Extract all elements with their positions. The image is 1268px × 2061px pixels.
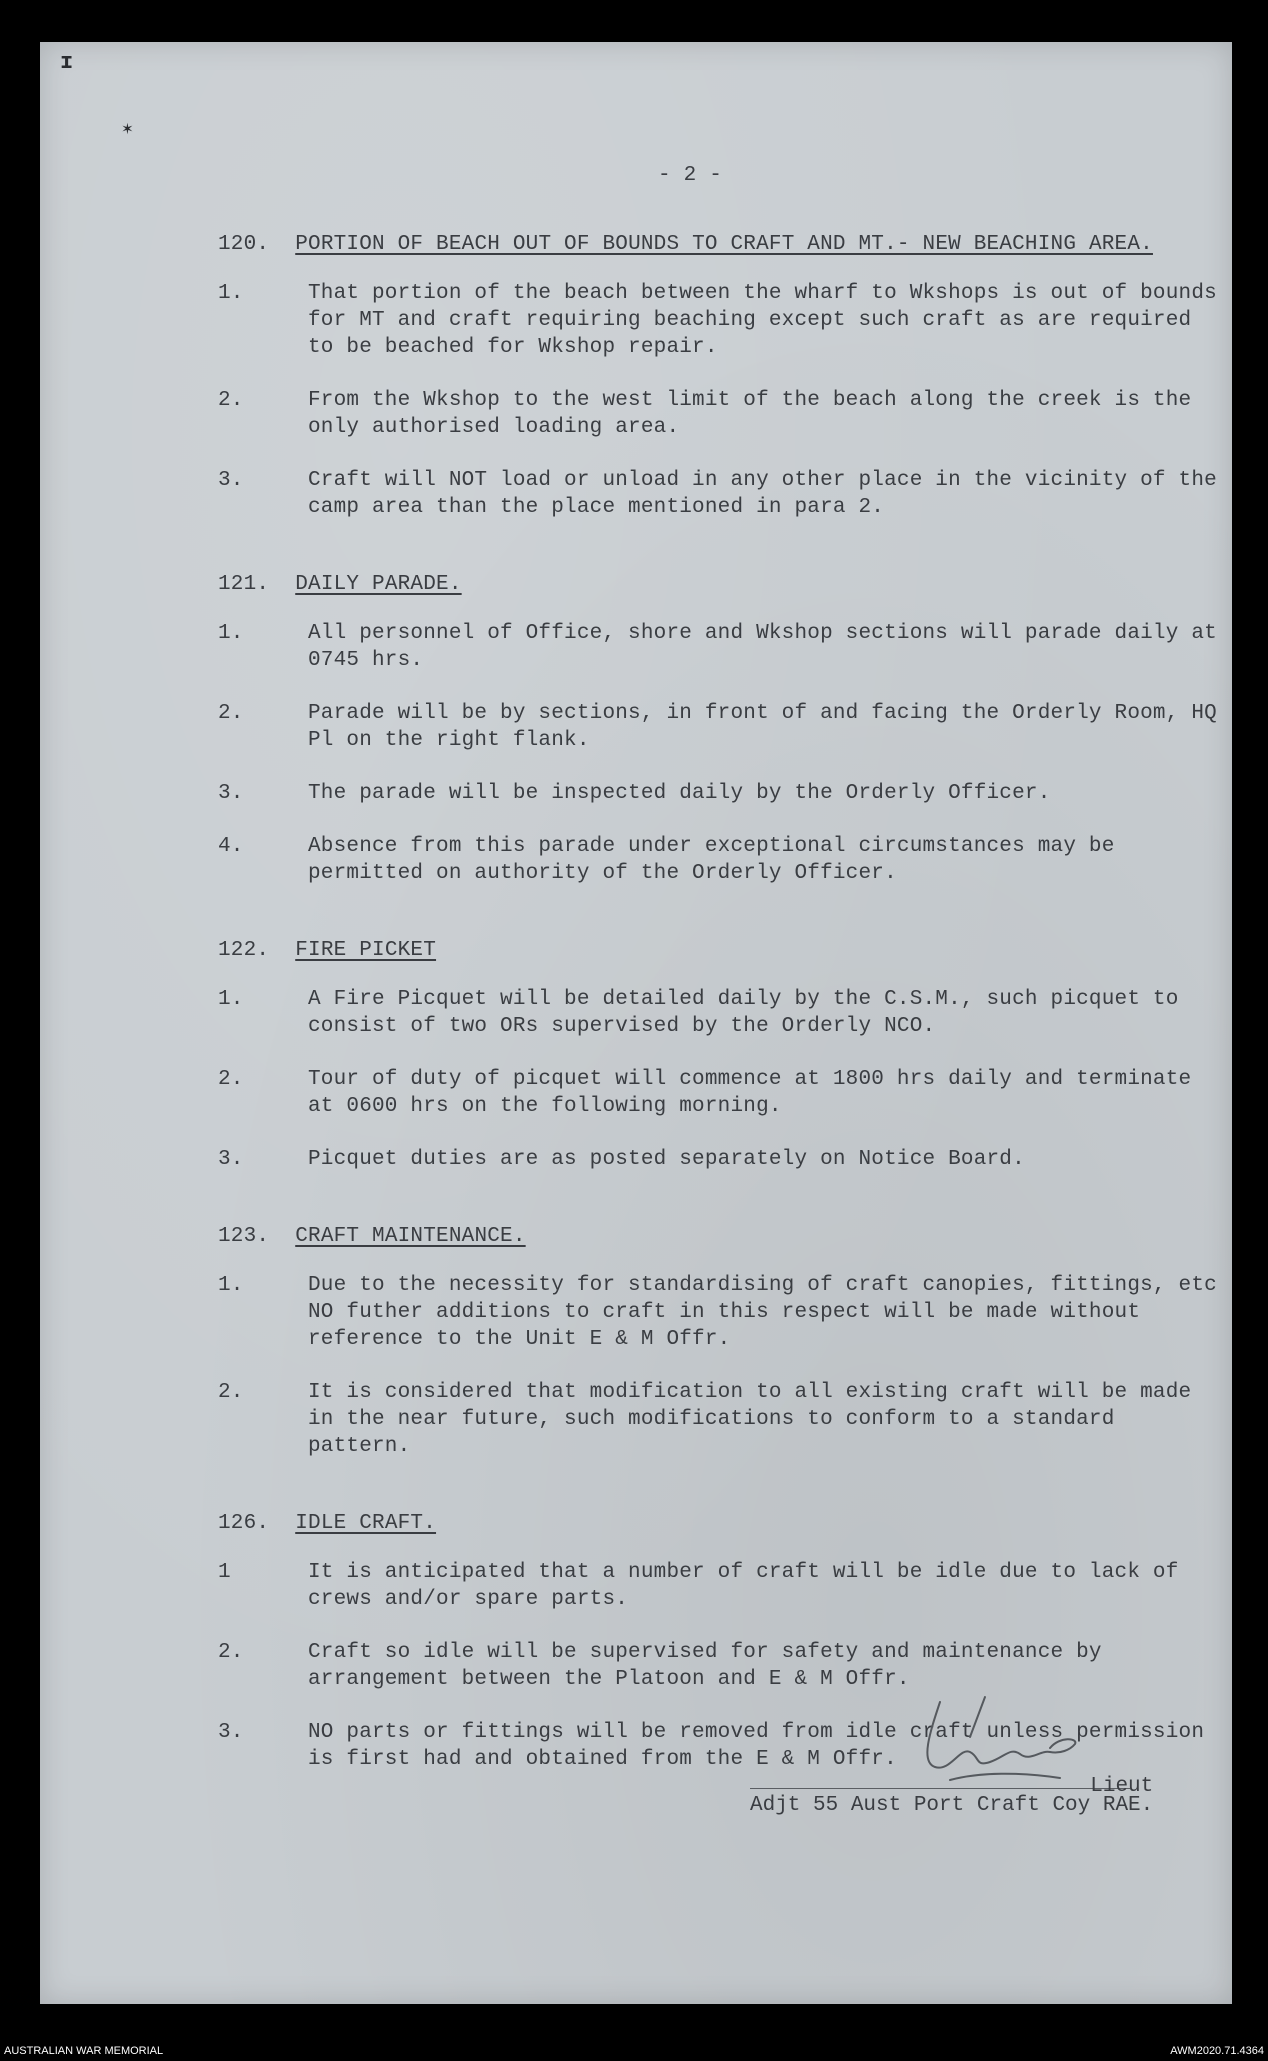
paragraph-text: All personnel of Office, shore and Wkshop sections will parade daily at 0745 hrs. bbox=[308, 622, 1217, 672]
punch-mark: ✶ bbox=[122, 120, 133, 140]
footer-archive-name: AUSTRALIAN WAR MEMORIAL bbox=[4, 2045, 164, 2057]
section-title: IDLE CRAFT. bbox=[295, 1512, 437, 1535]
punch-mark: ɪ bbox=[60, 50, 74, 75]
paragraph-text: NO parts or fittings will be removed from idle craft unless permission is first had and obtained from the E & M Offr. bbox=[308, 1721, 1205, 1771]
section-title: DAILY PARADE. bbox=[295, 573, 462, 596]
paragraph bbox=[218, 1272, 1228, 1353]
sections-container bbox=[218, 231, 1228, 1773]
paragraph-text: That portion of the beach between the wharf to Wkshops is out of bounds for MT and craft requiring beaching except such craft as are required to be beached for Wkshop repair. bbox=[308, 282, 1217, 359]
paragraph-text: Craft so idle will be supervised for safety and maintenance by arrangement between the Platoon and E & M Offr. bbox=[308, 1641, 1102, 1691]
section-heading bbox=[218, 571, 1228, 598]
paper-sheet bbox=[40, 42, 1232, 2004]
paragraph-text: Absence from this parade under exceptional circumstances may be permitted on authority of the Orderly Officer. bbox=[308, 835, 1115, 885]
page-number: - 2 - bbox=[658, 164, 723, 187]
section-number: 126. bbox=[218, 1512, 270, 1535]
paragraph-text: Picquet duties are as posted separately on Notice Board. bbox=[308, 1148, 1025, 1171]
paragraph bbox=[218, 780, 1228, 807]
paragraph bbox=[218, 467, 1228, 521]
paragraph-number: 2. bbox=[218, 1068, 244, 1091]
paragraph-number: 1. bbox=[218, 1274, 244, 1297]
paragraph-text: From the Wkshop to the west limit of the beach along the creek is the only authorised loading area. bbox=[308, 389, 1192, 439]
paragraph-number: 3. bbox=[218, 782, 244, 805]
paragraph-text: Due to the necessity for standardising of craft canopies, fittings, etc NO futher additions to craft in this respect will be made without reference to the Unit E & M Offr. bbox=[308, 1274, 1217, 1351]
paragraph bbox=[218, 1639, 1228, 1693]
paragraph-text: Parade will be by sections, in front of and facing the Orderly Room, HQ Pl on the right flank. bbox=[308, 702, 1217, 752]
signature-unit: Adjt 55 Aust Port Craft Coy RAE. bbox=[750, 1794, 1154, 1817]
paragraph bbox=[218, 833, 1228, 887]
paragraph bbox=[218, 1066, 1228, 1120]
signature-line bbox=[750, 1788, 1130, 1789]
paragraph-number: 2. bbox=[218, 389, 244, 412]
signature-block bbox=[750, 1775, 1154, 1819]
paragraph-number: 1. bbox=[218, 622, 244, 645]
paragraph bbox=[218, 1146, 1228, 1173]
section-title: FIRE PICKET bbox=[295, 939, 437, 962]
paragraph-number: 3. bbox=[218, 469, 244, 492]
paragraph-number: 1 bbox=[218, 1561, 231, 1584]
section-120 bbox=[218, 231, 1228, 521]
paragraph-text: A Fire Picquet will be detailed daily by the C.S.M., such picquet to consist of two ORs supervised by the Orderly NCO. bbox=[308, 988, 1179, 1038]
paragraph bbox=[218, 986, 1228, 1040]
section-heading bbox=[218, 937, 1228, 964]
section-number: 122. bbox=[218, 939, 270, 962]
section-number: 121. bbox=[218, 573, 270, 596]
handwritten-signature bbox=[910, 1692, 1090, 1782]
paragraph-text: It is considered that modification to all existing craft will be made in the near future, such modifications to conform to a standard pattern. bbox=[308, 1381, 1192, 1458]
paragraph-number: 3. bbox=[218, 1721, 244, 1744]
document-body bbox=[218, 162, 1228, 1823]
signature-rank: Lieut bbox=[1090, 1775, 1154, 1798]
paragraph bbox=[218, 1379, 1228, 1460]
paragraph-number: 3. bbox=[218, 1148, 244, 1171]
paragraph-text: Craft will NOT load or unload in any other place in the vicinity of the camp area than the place mentioned in para 2. bbox=[308, 469, 1217, 519]
paragraph-number: 1. bbox=[218, 282, 244, 305]
paragraph-number: 2. bbox=[218, 1641, 244, 1664]
paragraph bbox=[218, 700, 1228, 754]
paragraph-number: 2. bbox=[218, 1381, 244, 1404]
section-number: 123. bbox=[218, 1225, 270, 1248]
footer-reference-number: AWM2020.71.4364 bbox=[1170, 2045, 1264, 2057]
paragraph-text: It is anticipated that a number of craft will be idle due to lack of crews and/or spare parts. bbox=[308, 1561, 1179, 1611]
paragraph-text: Tour of duty of picquet will commence at 1800 hrs daily and terminate at 0600 hrs on the following morning. bbox=[308, 1068, 1192, 1118]
section-heading bbox=[218, 1223, 1228, 1250]
paragraph bbox=[218, 620, 1228, 674]
section-121 bbox=[218, 571, 1228, 887]
section-123 bbox=[218, 1223, 1228, 1460]
section-122 bbox=[218, 937, 1228, 1173]
section-heading bbox=[218, 231, 1228, 258]
section-title: CRAFT MAINTENANCE. bbox=[295, 1225, 526, 1248]
paragraph-number: 2. bbox=[218, 702, 244, 725]
section-title: PORTION OF BEACH OUT OF BOUNDS TO CRAFT AND MT.- NEW BEACHING AREA. bbox=[295, 233, 1153, 256]
section-number: 120. bbox=[218, 233, 270, 256]
paragraph bbox=[218, 387, 1228, 441]
section-heading bbox=[218, 1510, 1228, 1537]
paragraph bbox=[218, 280, 1228, 361]
paragraph bbox=[218, 1559, 1228, 1613]
paragraph-number: 1. bbox=[218, 988, 244, 1011]
paragraph-number: 4. bbox=[218, 835, 244, 858]
paragraph-text: The parade will be inspected daily by the Orderly Officer. bbox=[308, 782, 1051, 805]
